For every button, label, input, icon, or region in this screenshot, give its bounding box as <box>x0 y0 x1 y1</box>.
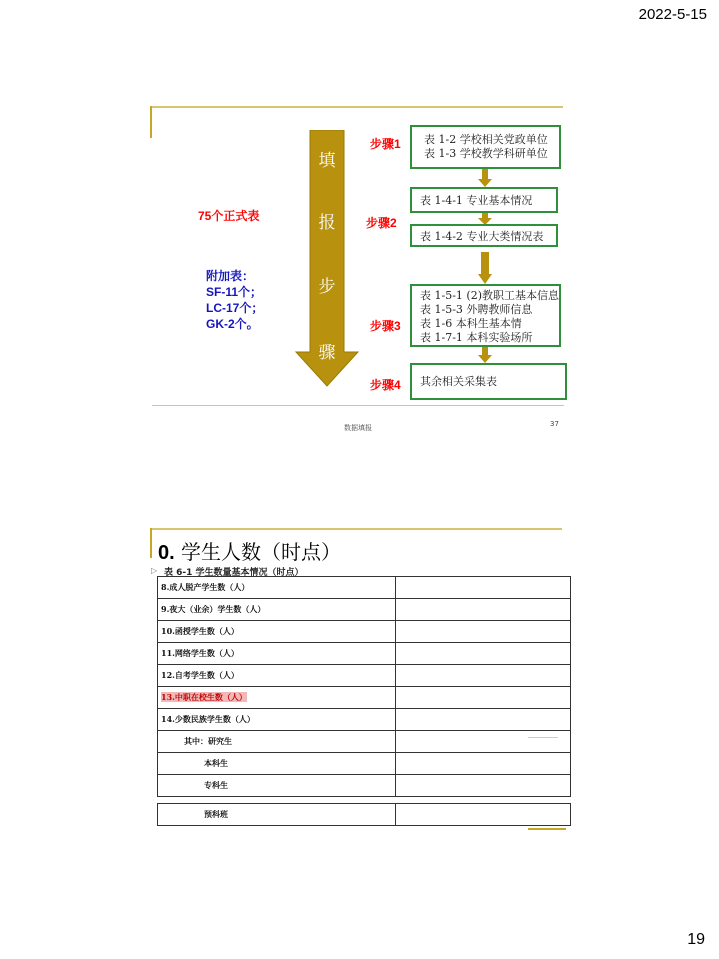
table-row <box>158 731 571 753</box>
appendix-line: SF-11个； <box>206 285 263 299</box>
appendix-line: GK-2个。 <box>206 317 259 331</box>
row-label: 9.夜大（业余）学生数（人） <box>158 599 396 621</box>
row-label: 其中：研究生 <box>158 731 396 753</box>
slide2-title <box>158 536 341 565</box>
small-down-arrow <box>478 169 492 187</box>
step1-line: 表 1-3 学校教学科研单位 <box>424 147 548 160</box>
table-row <box>158 797 571 804</box>
appendix-list <box>206 268 263 332</box>
slide2-top-rule <box>150 528 562 530</box>
step2-label: 步骤2 <box>366 216 397 230</box>
row-value-cell <box>396 621 571 643</box>
table-row <box>158 687 571 709</box>
table-row <box>158 643 571 665</box>
row-label: 10.函授学生数（人） <box>158 621 396 643</box>
step3-line: 表 1-7-1 本科实验场所 <box>420 331 533 344</box>
arrow-char-2: 报 <box>318 213 336 233</box>
small-down-arrow <box>478 252 492 284</box>
step4-box <box>410 363 567 400</box>
row-label: 11.网络学生数（人） <box>158 643 396 665</box>
arrow-char-3: 步 <box>318 277 336 297</box>
slide2-bottom-rule <box>528 828 566 830</box>
table-row <box>158 665 571 687</box>
step4-label: 步骤4 <box>370 378 401 392</box>
formal-tables-count: 75个正式表 <box>198 209 260 223</box>
step2b-line: 表 1-4-2 专业大类情况表 <box>420 230 544 243</box>
row-value-cell <box>396 577 571 599</box>
table-row <box>158 753 571 775</box>
appendix-line: 附加表： <box>206 269 255 283</box>
highlight-text: 13.中职在校生数（人） <box>161 692 247 702</box>
step1-box <box>410 125 561 169</box>
row-label: 预科班 <box>158 804 396 826</box>
step1-label: 步骤1 <box>370 137 401 151</box>
row-marker-icon: ▷ <box>151 566 158 575</box>
table-row <box>158 709 571 731</box>
row-value-cell <box>396 687 571 709</box>
row-label: 12.自考学生数（人） <box>158 665 396 687</box>
row-value-cell <box>396 665 571 687</box>
row-value-cell <box>396 643 571 665</box>
appendix-line: LC-17个； <box>206 301 264 315</box>
step4-line: 其余相关采集表 <box>420 375 497 388</box>
slide2-title-text: 学生人数（时点） <box>174 540 342 564</box>
row-value-cell <box>396 709 571 731</box>
table-row <box>158 804 571 826</box>
page-number: 19 <box>687 931 705 948</box>
row-label: 8.成人脱产学生数（人） <box>158 577 396 599</box>
row-value-cell <box>396 731 571 753</box>
slide1-bottom-rule <box>152 405 564 406</box>
row-label-highlighted <box>158 687 396 709</box>
slide2-title-number: 0. <box>158 542 175 564</box>
step3-box <box>410 284 561 347</box>
step3-line: 表 1-5-3 外聘教师信息 <box>420 303 533 316</box>
slide1-left-rule <box>150 106 152 138</box>
step3-line: 表 1-5-1 (2)教职工基本信息 <box>420 289 560 302</box>
table-row <box>158 621 571 643</box>
slide2-right-tick <box>528 737 558 738</box>
table-caption: 表 6-1 学生数量基本情况（时点） <box>164 568 304 578</box>
row-label: 专科生 <box>158 775 396 797</box>
small-down-arrow <box>478 347 492 363</box>
slide1-top-rule <box>150 106 563 108</box>
table-row <box>158 577 571 599</box>
row-label: 14.少数民族学生数（人） <box>158 709 396 731</box>
table-row <box>158 599 571 621</box>
student-count-table <box>157 576 571 826</box>
step3-label: 步骤3 <box>370 319 401 333</box>
row-label: 本科生 <box>158 753 396 775</box>
arrow-char-1: 填 <box>318 151 336 171</box>
step2-line: 表 1-4-1 专业基本情况 <box>420 194 533 207</box>
slide2-left-rule <box>150 528 152 558</box>
slide1-footer-number: 37 <box>550 420 559 428</box>
slide1-footer-text: 数据填报 <box>344 424 372 432</box>
step1-line: 表 1-2 学校相关党政单位 <box>424 133 548 146</box>
step3-line: 表 1-6 本科生基本情 <box>420 317 522 330</box>
row-value-cell <box>396 599 571 621</box>
step2-box-b <box>410 224 558 247</box>
row-value-cell <box>396 804 571 826</box>
row-value-cell <box>396 775 571 797</box>
step2-box-a <box>410 187 558 213</box>
row-value-cell <box>396 753 571 775</box>
table-row <box>158 775 571 797</box>
arrow-char-4: 骤 <box>318 343 336 363</box>
print-date: 2022-5-15 <box>638 6 707 23</box>
